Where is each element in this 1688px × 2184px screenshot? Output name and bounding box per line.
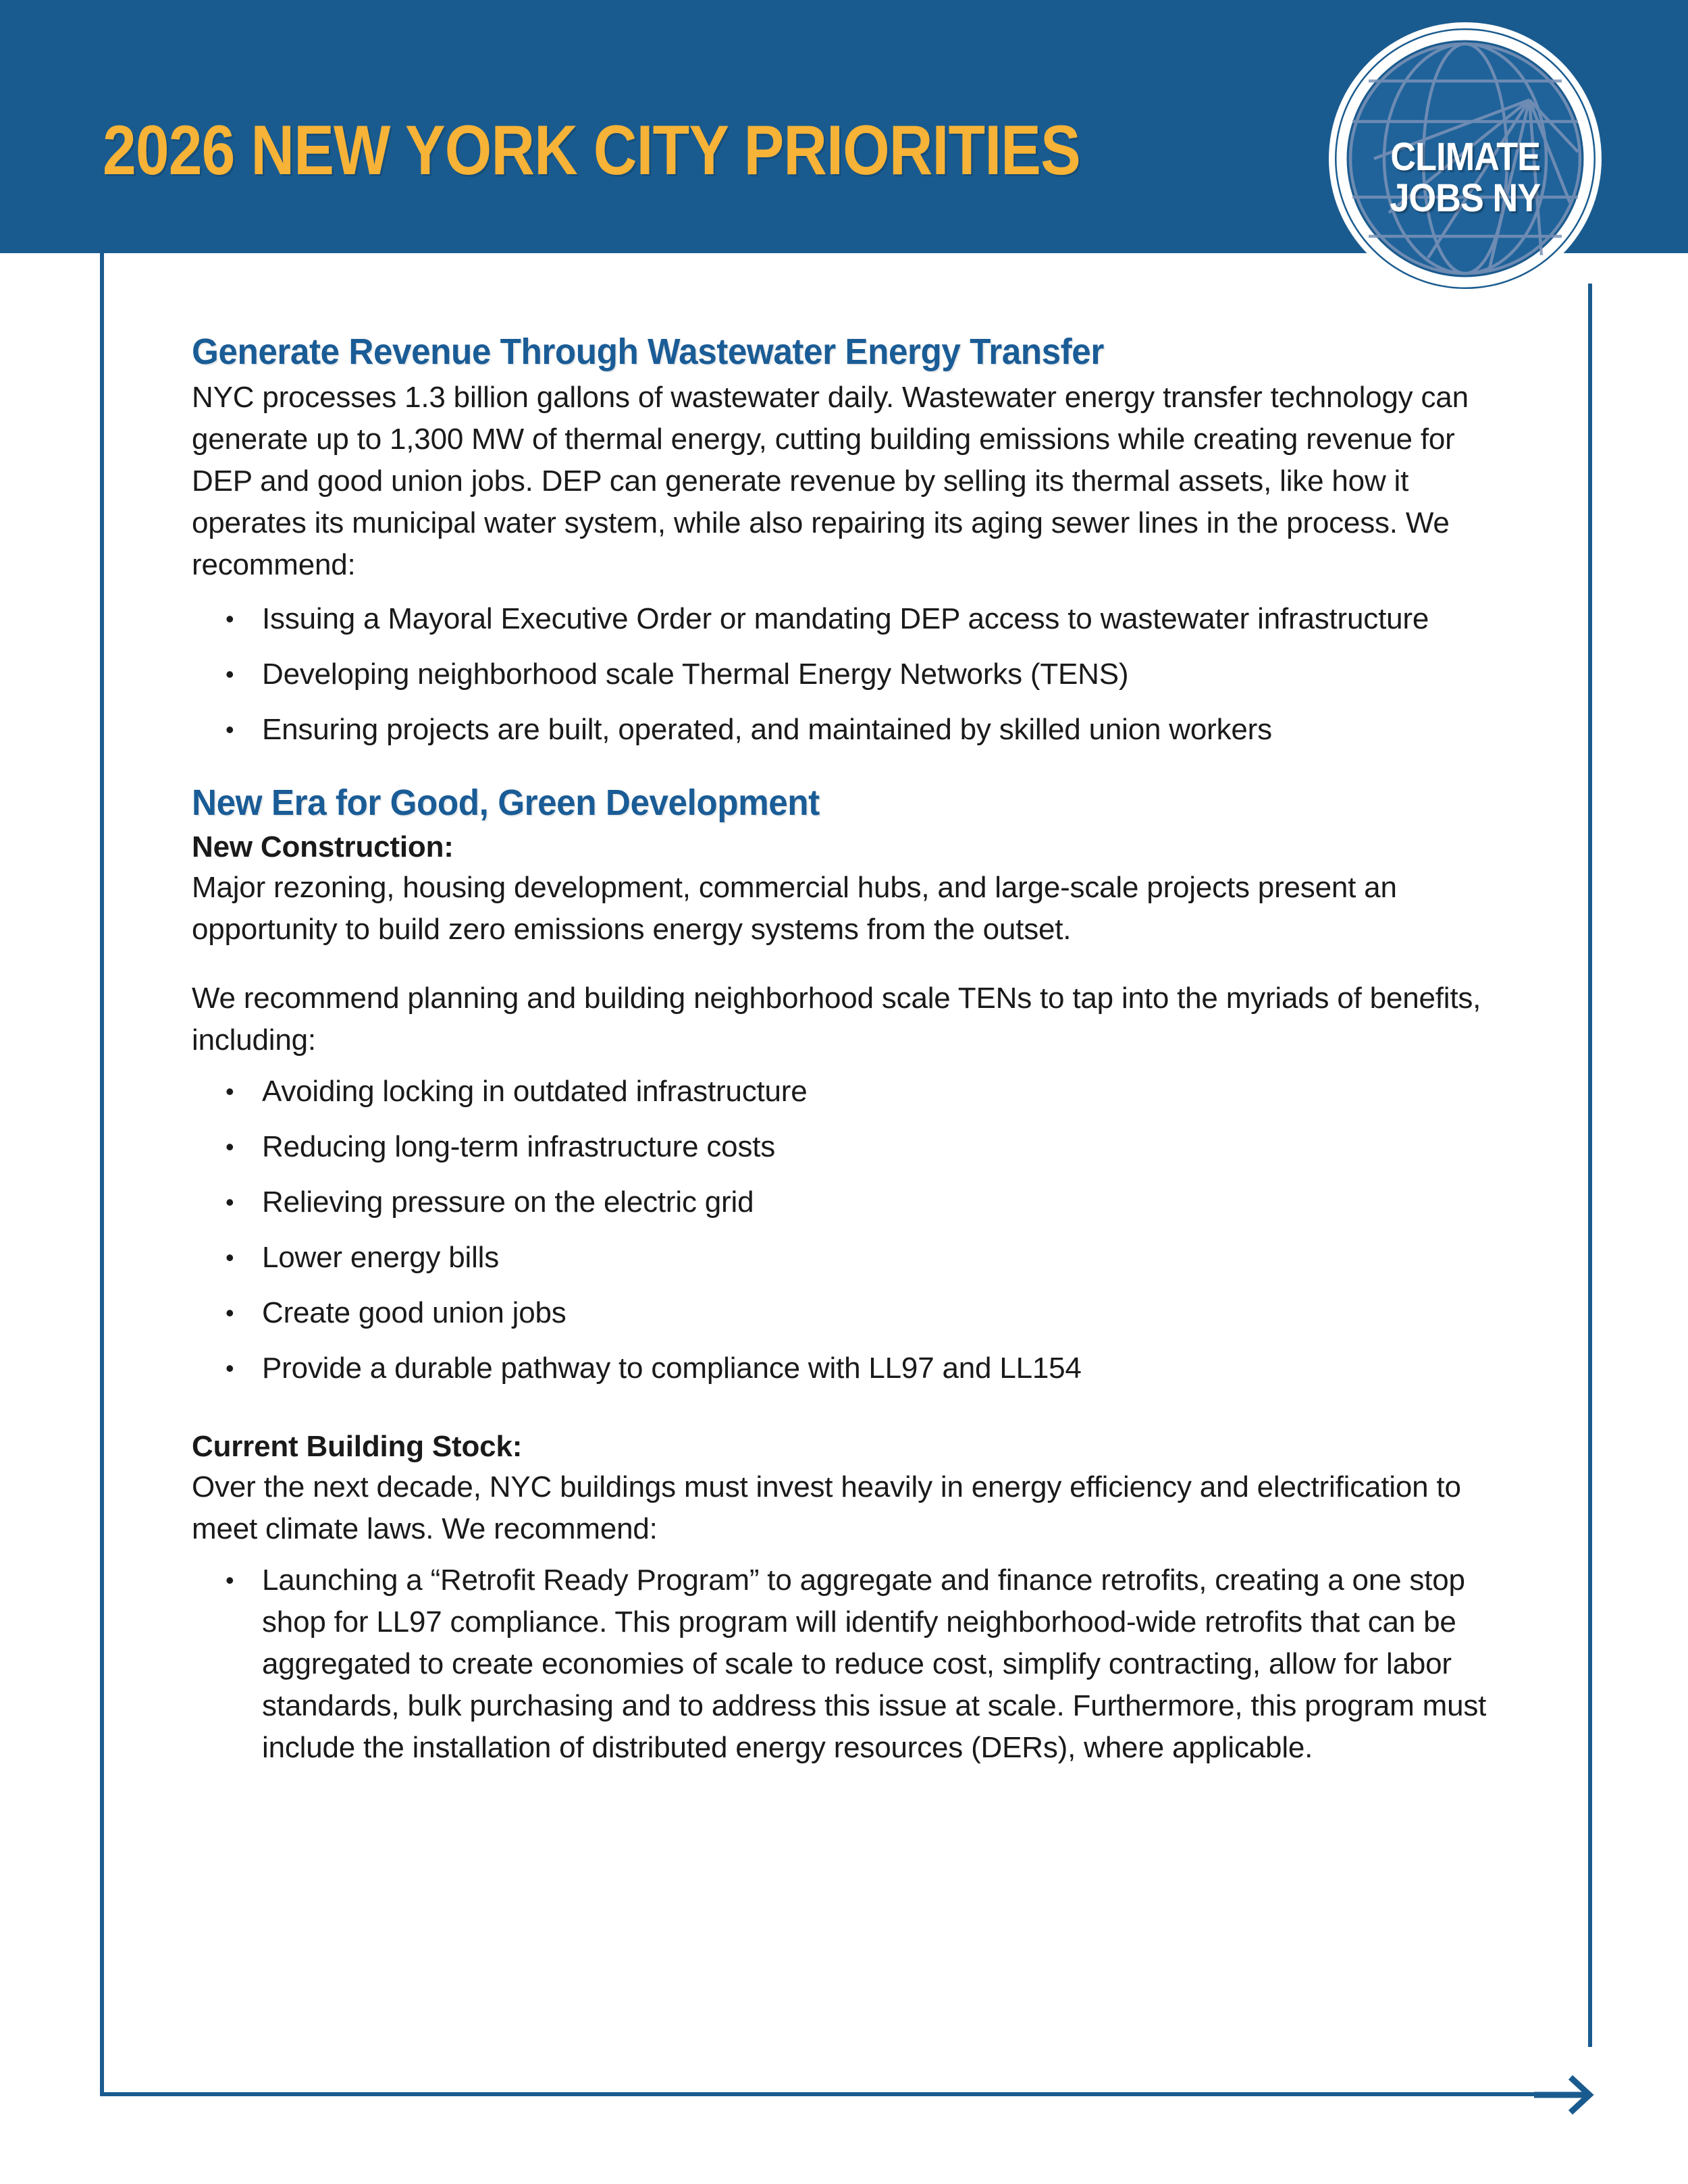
document-body: [192, 331, 1495, 1769]
section-2-paragraph-2: We recommend planning and building neighborhood scale TENs to tap into the myriads of benefits, including:: [192, 982, 1481, 1057]
list-item: • Ensuring projects are built, operated, and maintained by skilled union workers: [192, 709, 1495, 751]
sub-heading-new-construction: New Construction:: [192, 830, 454, 863]
list-item: • Developing neighborhood scale Thermal Energy Networks (TENS): [192, 654, 1495, 695]
arrow-right-icon[interactable]: [1533, 2066, 1600, 2124]
page-title: 2026 NEW YORK CITY PRIORITIES: [103, 111, 1080, 190]
climate-jobs-ny-logo: [1327, 20, 1604, 297]
list-item: • Reducing long-term infrastructure costs: [192, 1126, 1495, 1168]
section-heading-wastewater: Generate Revenue Through Wastewater Energy Transfer: [192, 331, 1104, 372]
list-item: • Avoiding locking in outdated infrastructure: [192, 1071, 1495, 1113]
section-2-benefits-bullet-list: [192, 1071, 1495, 1389]
section-1-intro-paragraph: NYC processes 1.3 billion gallons of wastewater daily. Wastewater energy transfer technology can generate up to 1,300 MW of thermal energy, cutting building emissions while creating revenue for DEP and good union jobs. DEP can generate revenue by selling its thermal assets, like how it operates its municipal water system, while also repairing its aging sewer lines in the process. We recommend:: [192, 381, 1469, 581]
sub-heading-current-building-stock: Current Building Stock:: [192, 1430, 523, 1463]
list-item: • Launching a “Retrofit Ready Program” to aggregate and finance retrofits, creating a one stop shop for LL97 compliance. This program will identify neighborhood-wide retrofits that can be aggregated to create economies of scale to reduce cost, simplify contracting, allow for labor standards, bulk purchasing and to address this issue at scale. Furthermore, this program must include the installation of distributed energy resources (DERs), where applicable.: [192, 1560, 1495, 1769]
frame-bottom-border: [100, 2092, 1538, 2096]
frame-left-border: [100, 253, 104, 2096]
list-item: • Issuing a Mayoral Executive Order or mandating DEP access to wastewater infrastructure: [192, 598, 1495, 640]
section-heading-green-development: New Era for Good, Green Development: [192, 782, 820, 823]
list-item: • Provide a durable pathway to compliance with LL97 and LL154: [192, 1348, 1495, 1389]
list-item: • Create good union jobs: [192, 1292, 1495, 1334]
section-1-bullet-list: [192, 598, 1495, 751]
section-2-paragraph-1: Major rezoning, housing development, commercial hubs, and large-scale projects present an opportunity to build zero emissions energy systems from the outset.: [192, 871, 1397, 946]
logo-line-jobs-ny: JOBS NY: [1390, 176, 1541, 220]
section-2-retrofit-bullet-list: [192, 1560, 1495, 1769]
frame-right-border: [1588, 284, 1592, 2047]
list-item: • Relieving pressure on the electric grid: [192, 1181, 1495, 1223]
logo-line-climate: CLIMATE: [1390, 135, 1540, 179]
globe-icon: [1327, 20, 1604, 297]
list-item: • Lower energy bills: [192, 1237, 1495, 1279]
section-2-paragraph-3: Over the next decade, NYC buildings must invest heavily in energy efficiency and electrification to meet climate laws. We recommend:: [192, 1470, 1461, 1545]
